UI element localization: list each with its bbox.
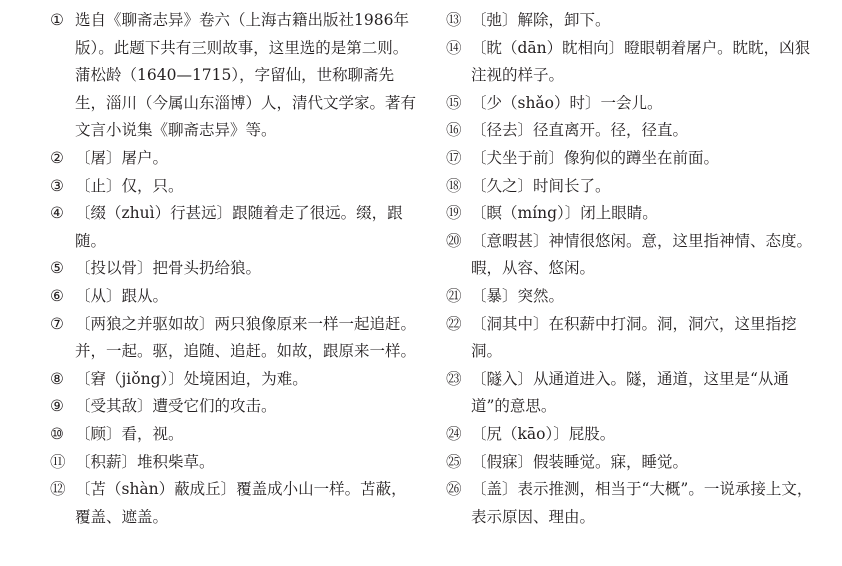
note-number: ② [50, 148, 64, 167]
note-text: 〔弛〕解除，卸下。 [471, 11, 611, 29]
note-text: 〔久之〕时间长了。 [471, 176, 611, 195]
note-text: 〔犬坐于前〕像狗似的蹲坐在前面。 [471, 148, 720, 167]
note-text: 〔缀（zhuì）行甚远〕跟随着走了很远。缀，跟随。 [75, 204, 403, 250]
note-number: ③ [50, 176, 64, 195]
note-13 [446, 7, 816, 35]
note-text: 〔止〕仅，只。 [75, 176, 184, 195]
note-number: ㉑ [446, 286, 462, 305]
note-text: 〔暴〕突然。 [471, 286, 565, 305]
note-text: 〔苫（shàn）蔽成丘〕覆盖成小山一样。苫蔽，覆盖、遮盖。 [75, 480, 407, 526]
note-20 [446, 228, 816, 283]
note-number: ⑥ [50, 286, 64, 305]
note-15 [446, 90, 816, 118]
note-6 [50, 283, 420, 311]
note-23 [446, 366, 816, 421]
note-3 [50, 173, 420, 201]
note-4 [50, 200, 420, 255]
note-text: 〔屠〕屠户。 [75, 148, 169, 167]
note-text: 〔意暇甚〕神情很悠闲。意，这里指神情、态度。暇，从容、悠闲。 [471, 231, 813, 278]
note-text: 〔两狼之并驱如故〕两只狼像原来一样一起追赶。并，一起。驱，追随、追赶。如故，跟原来一样。 [75, 314, 417, 361]
note-number: ⑦ [50, 314, 64, 333]
note-text: 〔假寐〕假装睡觉。寐，睡觉。 [471, 452, 689, 471]
note-text: 〔径去〕径直离开。径，径直。 [471, 121, 689, 140]
note-26 [446, 476, 816, 531]
note-text: 〔盖〕表示推测，相当于“大概”。一说承接上文，表示原因、理由。 [471, 480, 813, 526]
note-2 [50, 145, 420, 173]
note-text: 〔投以骨〕把骨头扔给狼。 [75, 259, 262, 278]
note-number: ⑫ [50, 480, 66, 499]
note-number: ⑱ [446, 176, 462, 195]
note-5 [50, 255, 420, 283]
note-text: 〔眈（dān）眈相向〕瞪眼朝着屠户。眈眈，凶狠注视的样子。 [471, 38, 811, 85]
note-number: ⑬ [446, 11, 462, 29]
note-21 [446, 283, 816, 311]
note-18 [446, 173, 816, 201]
note-text: 选自《聊斋志异》卷六（上海古籍出版社1986年版）。此题下共有三则故事，这里选的是第二则。蒲松龄（1640—1715），字留仙，世称聊斋先生，淄川（今属山东淄博）人，清代文学家。著有文言小说集《聊斋志异》等。 [75, 11, 417, 140]
note-number: ④ [50, 204, 64, 223]
note-text: 〔从〕跟从。 [75, 286, 169, 305]
note-number: ㉕ [446, 452, 462, 471]
note-number: ㉖ [446, 480, 462, 499]
note-text: 〔少（shǎo）时〕一会儿。 [471, 93, 663, 112]
note-7 [50, 311, 420, 366]
note-25 [446, 449, 816, 477]
note-11 [50, 449, 420, 477]
note-number: ⑲ [446, 204, 462, 223]
notes-column-right [446, 7, 816, 531]
note-number: ⑮ [446, 93, 462, 112]
note-text: 〔受其敌〕遭受它们的攻击。 [75, 397, 277, 416]
note-number: ⑭ [446, 38, 462, 57]
note-text: 〔瞑（míng）〕闭上眼睛。 [471, 204, 658, 223]
note-number: ⑯ [446, 121, 462, 140]
note-10 [50, 421, 420, 449]
note-19 [446, 200, 816, 228]
note-number: ㉓ [446, 369, 462, 388]
note-text: 〔积薪〕堆积柴草。 [75, 452, 215, 471]
note-9 [50, 393, 420, 421]
note-number: ⑳ [446, 231, 462, 250]
note-number: ⑪ [50, 452, 66, 471]
note-text: 〔隧入〕从通道进入。隧，通道，这里是“从通道”的意思。 [471, 369, 789, 416]
note-text: 〔顾〕看，视。 [75, 424, 184, 443]
note-number: ⑰ [446, 148, 462, 167]
note-16 [446, 117, 816, 145]
notes-column-left [50, 7, 420, 531]
note-number: ㉔ [446, 424, 462, 443]
note-text: 〔洞其中〕在积薪中打洞。洞，洞穴，这里指挖洞。 [471, 314, 797, 361]
note-text: 〔窘（jiǒng）〕处境困迫，为难。 [75, 369, 308, 388]
note-number: ⑨ [50, 397, 64, 416]
note-14 [446, 35, 816, 90]
note-number: ⑩ [50, 424, 64, 443]
note-8 [50, 366, 420, 394]
note-1 [50, 7, 420, 145]
note-12 [50, 476, 420, 531]
note-number: ① [50, 11, 64, 29]
note-number: ㉒ [446, 314, 462, 333]
note-number: ⑧ [50, 369, 64, 388]
note-number: ⑤ [50, 259, 64, 278]
note-text: 〔尻（kāo）〕屁股。 [471, 424, 616, 443]
note-22 [446, 311, 816, 366]
note-17 [446, 145, 816, 173]
note-24 [446, 421, 816, 449]
